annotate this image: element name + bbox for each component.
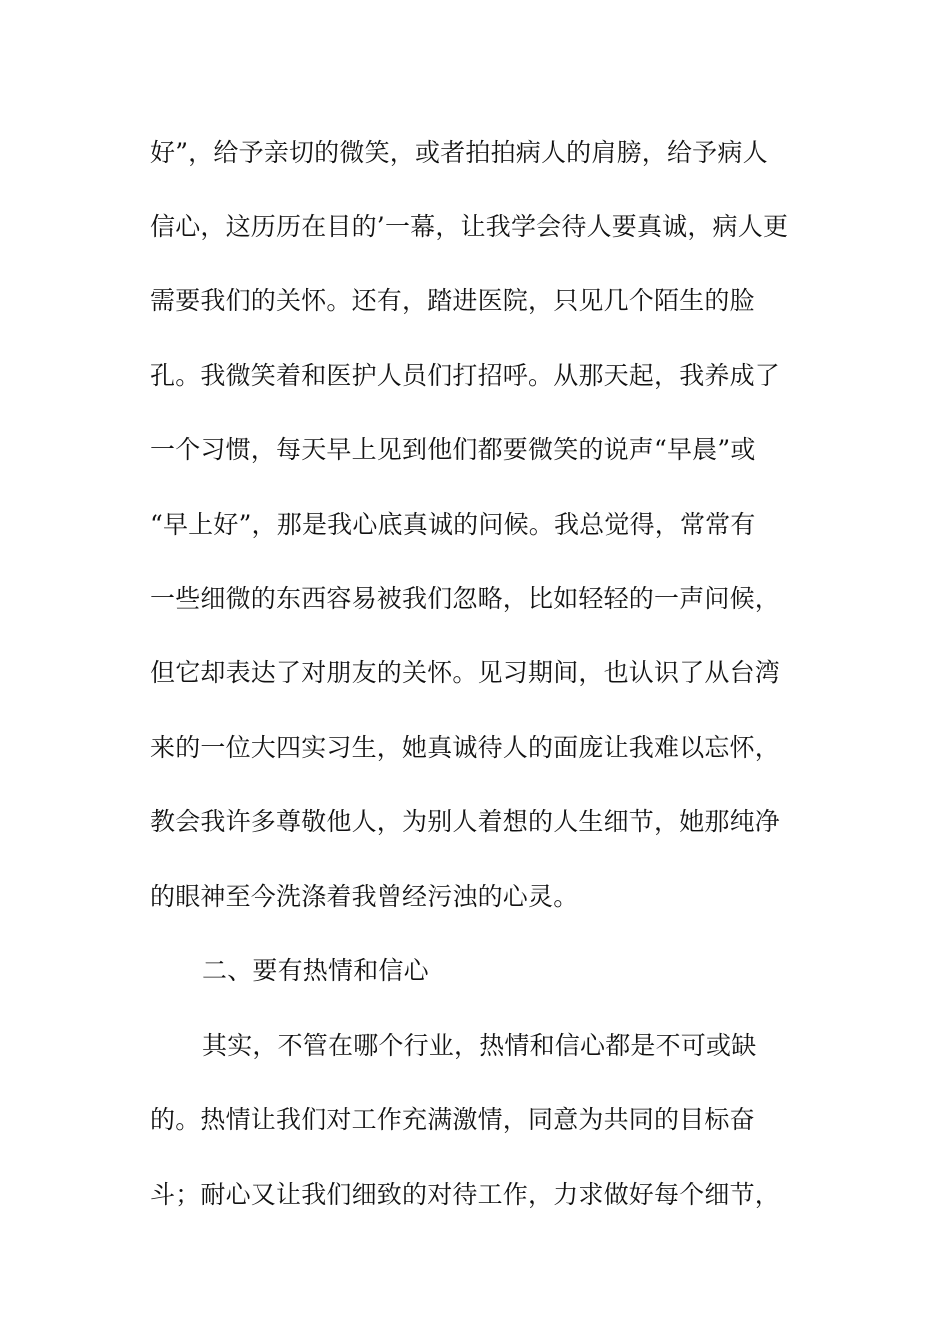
paragraph-line: 一个习惯，每天早上见到他们都要微笑的说声“早晨”或	[150, 435, 756, 464]
paragraph-line: 信心，这历历在目的’一幕，让我学会待人要真诚，病人更	[150, 212, 789, 241]
paragraph-line: 的。热情让我们对工作充满激情，同意为共同的目标奋	[150, 1105, 755, 1134]
paragraph-line: “早上好”，那是我心底真诚的问候。我总觉得，常常有	[150, 510, 756, 539]
paragraph-line: 教会我许多尊敬他人，为别人着想的人生细节，她那纯净	[150, 807, 781, 836]
paragraph-line: 斗；耐心又让我们细致的对待工作，力求做好每个细节，	[150, 1180, 781, 1209]
section-heading: 二、要有热情和信心	[202, 956, 429, 985]
paragraph-line: 需要我们的关怀。还有，踏进医院，只见几个陌生的脸	[150, 286, 755, 315]
paragraph-line: 孔。我微笑着和医护人员们打招呼。从那天起，我养成了	[150, 361, 781, 390]
paragraph-line: 的眼神至今洗涤着我曾经污浊的心灵。	[150, 882, 579, 911]
paragraph-line: 其实，不管在哪个行业，热情和信心都是不可或缺	[202, 1031, 757, 1060]
paragraph-line: 但它却表达了对朋友的关怀。见习期间，也认识了从台湾	[150, 658, 781, 687]
paragraph-line: 来的一位大四实习生，她真诚待人的面庞让我难以忘怀，	[150, 733, 781, 762]
paragraph-line: 一些细微的东西容易被我们忽略，比如轻轻的一声问候，	[150, 584, 781, 613]
paragraph-line: 好”，给予亲切的微笑，或者拍拍病人的肩膀，给予病人	[150, 138, 768, 167]
